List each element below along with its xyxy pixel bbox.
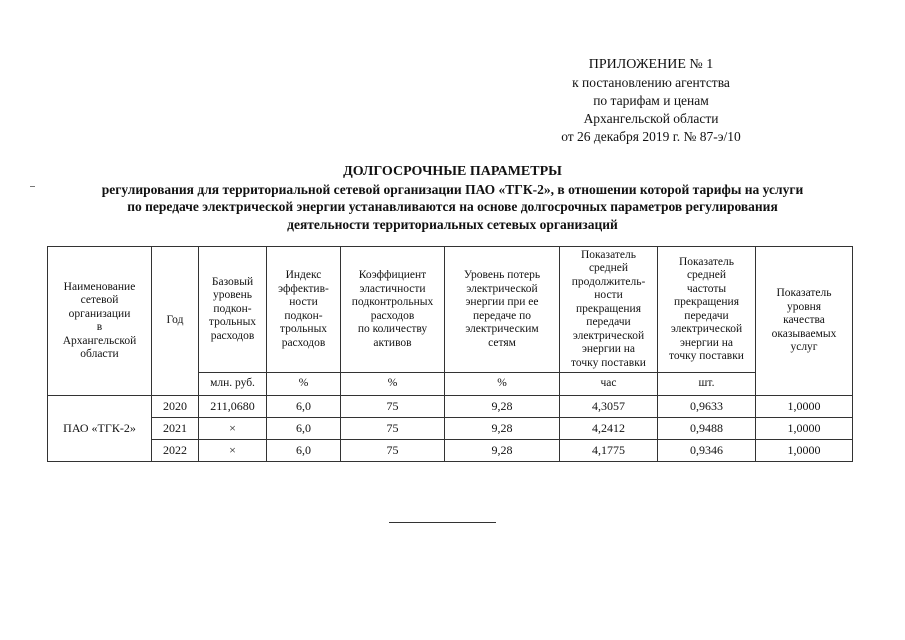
header-loss-level [445, 247, 560, 373]
header-organization [48, 247, 152, 396]
header-text-line: Показатель [678, 255, 735, 268]
unit-cell: час [560, 373, 658, 396]
header-text-line: электрической [572, 329, 645, 342]
header-text-line: организации [68, 307, 131, 320]
header-text-line: частоты [686, 282, 727, 295]
header-text-line: точку поставки [571, 356, 646, 369]
header-text-line: Показатель [776, 287, 832, 300]
header-text-line: передачи [586, 316, 631, 329]
header-base-costs [199, 247, 267, 373]
table-row [48, 418, 853, 440]
header-text-line: средней [588, 262, 629, 275]
data-cell: 1,0000 [756, 418, 853, 440]
unit-cell: % [267, 373, 341, 396]
header-text-line: точку поставки [669, 350, 744, 362]
header-text-line: расходов [370, 309, 415, 322]
header-text-line: электрической [670, 323, 743, 335]
header-text-line: подконтрольных [351, 296, 434, 308]
header-text-line: уровень [212, 289, 253, 302]
data-cell: × [199, 440, 267, 462]
header-text-line: сетевой [80, 294, 119, 306]
header-text-line: в [96, 321, 103, 333]
end-divider [389, 522, 496, 523]
header-text-line: уровня [786, 300, 822, 313]
header-year [152, 247, 199, 396]
data-cell: 4,2412 [560, 418, 658, 440]
header-service-quality [756, 247, 853, 396]
header-text-line: расходов [281, 336, 326, 349]
data-cell: 1,0000 [756, 396, 853, 418]
header-text-line: активов [373, 336, 412, 349]
header-text-line: Базовый [211, 275, 254, 288]
header-efficiency-index [267, 247, 341, 373]
title-line: регулирования для территориальной сетевой организации ПАО «ТГК-2», в отношении которой тарифы на услуги [101, 181, 804, 197]
header-text-line: электрической [466, 282, 538, 295]
data-cell: 75 [341, 440, 445, 462]
scan-mark [30, 186, 35, 187]
year-cell: 2020 [152, 396, 199, 418]
data-cell: 0,9346 [658, 440, 756, 462]
data-cell: 0,9633 [658, 396, 756, 418]
table-row [48, 396, 853, 418]
header-text-line: сетям [488, 336, 516, 349]
header-row [48, 247, 853, 373]
data-cell: 211,0680 [199, 396, 267, 418]
header-text-line: ности [289, 296, 318, 308]
header-interruption-frequency [658, 247, 756, 373]
header-text-line: Архангельской [62, 334, 137, 347]
header-text-line: энергии на [581, 343, 636, 356]
unit-cell: шт. [658, 373, 756, 396]
header-text-line: подкон- [284, 309, 323, 322]
header-text-line: энергии на [679, 336, 734, 349]
header-text-line: трольных [208, 316, 257, 329]
data-cell: 9,28 [445, 396, 560, 418]
header-elasticity-coefficient [341, 247, 445, 373]
header-text-line: средней [686, 269, 727, 281]
data-cell: 4,1775 [560, 440, 658, 462]
data-cell: × [199, 418, 267, 440]
data-cell: 9,28 [445, 418, 560, 440]
header-text-line: подкон- [213, 302, 252, 315]
header-text-line: Уровень потерь [463, 269, 541, 281]
organization-name: ПАО «ТГК-2» [48, 396, 152, 462]
header-text-line: качества [783, 314, 825, 327]
header-text-line: Год [166, 314, 184, 327]
data-cell: 1,0000 [756, 440, 853, 462]
header-text-line: области [80, 348, 119, 360]
header-text-line: расходов [210, 329, 255, 342]
header-text-line: эффектив- [278, 282, 329, 295]
header-text-line: передаче по [472, 309, 532, 322]
data-cell: 75 [341, 396, 445, 418]
document-title [40, 163, 865, 233]
header-text-line: Наименование [63, 280, 136, 293]
header-text-line: ности [594, 289, 623, 302]
appendix-line: от 26 декабря 2019 г. № 87-э/10 [561, 129, 741, 144]
year-cell: 2022 [152, 440, 199, 462]
header-text-line: оказываемых [771, 327, 837, 340]
header-text-line: прекращения [673, 296, 739, 308]
header-interruption-duration [560, 247, 658, 373]
header-text-line: прекращения [575, 302, 641, 315]
header-text-line: Показатель [580, 248, 637, 261]
year-cell: 2021 [152, 418, 199, 440]
data-cell: 6,0 [267, 396, 341, 418]
appendix-line: к постановлению агентства [572, 75, 730, 90]
appendix-line: по тарифам и ценам [593, 93, 709, 108]
header-text-line: Коэффициент [358, 269, 427, 281]
data-cell: 75 [341, 418, 445, 440]
header-text-line: услуг [790, 341, 818, 354]
header-text-line: продолжитель- [571, 275, 646, 288]
unit-cell: % [445, 373, 560, 396]
appendix-block [520, 56, 782, 146]
header-text-line: передачи [684, 309, 729, 322]
appendix-line: Архангельской области [583, 111, 719, 126]
data-cell: 6,0 [267, 440, 341, 462]
header-text-line: энергии при ее [465, 296, 539, 308]
title-line: деятельности территориальных сетевых организаций [287, 216, 618, 232]
unit-cell: % [341, 373, 445, 396]
appendix-number: ПРИЛОЖЕНИЕ № 1 [588, 57, 714, 72]
header-text-line: трольных [279, 323, 328, 335]
data-cell: 6,0 [267, 418, 341, 440]
title-line: ДОЛГОСРОЧНЫЕ ПАРАМЕТРЫ [343, 164, 562, 179]
header-text-line: электрическим [465, 323, 539, 335]
data-cell: 0,9488 [658, 418, 756, 440]
parameters-table [47, 246, 853, 462]
header-text-line: Индекс [285, 269, 322, 281]
unit-cell: млн. руб. [199, 373, 267, 396]
table-row [48, 440, 853, 462]
data-cell: 4,3057 [560, 396, 658, 418]
header-text-line: по количеству [357, 323, 428, 335]
header-text-line: эластичности [359, 282, 426, 295]
title-line: по передаче электрической энергии устанавливаются на основе долгосрочных параметров регулирования [127, 199, 778, 214]
data-cell: 9,28 [445, 440, 560, 462]
